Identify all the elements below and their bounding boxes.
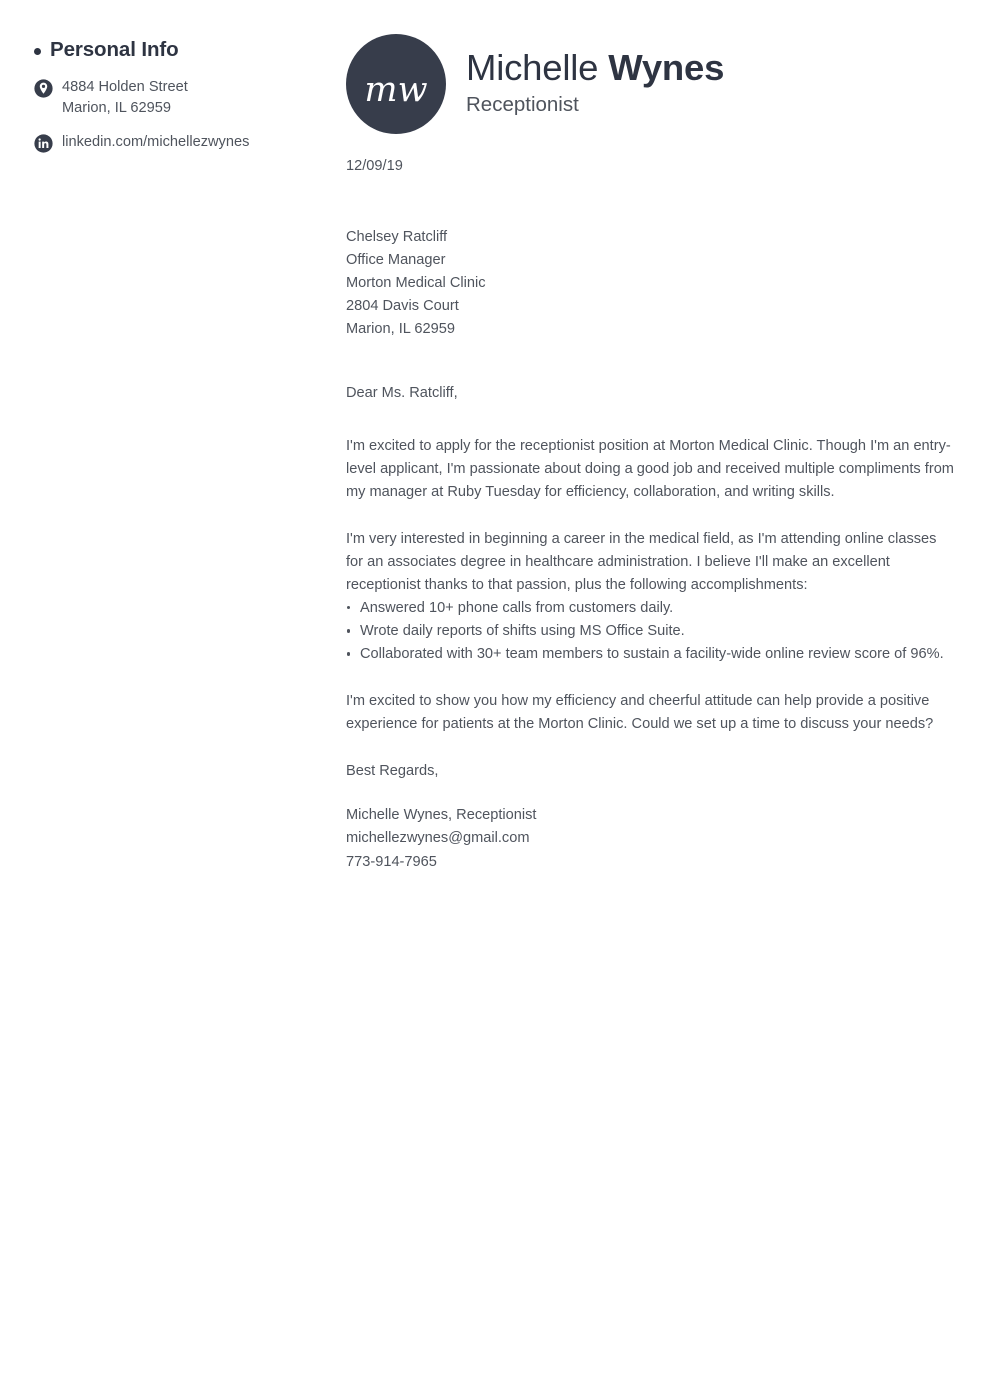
accomplishments-list <box>346 597 954 666</box>
body-paragraph-1: I'm excited to apply for the receptionist position at Morton Medical Clinic. Though I'm an entry-level applicant, I'm passionate about doing a good job and received multiple compliments from my manager at Ruby Tuesday for efficiency, collaboration, and writing skills. <box>346 438 954 501</box>
address-text <box>62 77 188 120</box>
recipient-name: Chelsey Ratcliff <box>346 228 448 245</box>
linkedin-text <box>62 132 249 154</box>
avatar <box>346 34 446 134</box>
location-pin-icon <box>34 79 53 98</box>
linkedin-url: linkedin.com/michellezwynes <box>62 133 250 150</box>
signature-email: michellezwynes@gmail.com <box>346 830 530 847</box>
linkedin-icon <box>34 134 53 153</box>
job-title: Receptionist <box>466 93 579 117</box>
page-title <box>466 48 724 89</box>
recipient-address <box>346 226 954 341</box>
signature-block <box>346 804 954 873</box>
address-line-2: Marion, IL 62959 <box>62 100 171 117</box>
sidebar-section-title: Personal Info <box>50 38 179 61</box>
recipient-street: 2804 Davis Court <box>346 298 459 315</box>
sidebar-section-heading <box>34 38 312 63</box>
recipient-company: Morton Medical Clinic <box>346 274 486 291</box>
first-name: Michelle <box>466 47 599 89</box>
bullet-icon <box>34 48 41 55</box>
avatar-monogram: mw <box>364 70 428 110</box>
sidebar <box>0 0 340 165</box>
last-name: Wynes <box>608 47 725 89</box>
salutation: Dear Ms. Ratcliff, <box>346 385 458 402</box>
list-item: Answered 10+ phone calls from customers daily. <box>346 597 954 620</box>
contact-item-linkedin[interactable] <box>34 132 312 154</box>
letter-date: 12/09/19 <box>346 158 403 174</box>
list-item: Collaborated with 30+ team members to sustain a facility-wide online review score of 96%. <box>346 643 954 666</box>
list-item: Wrote daily reports of shifts using MS Office Suite. <box>346 620 954 643</box>
letter-header <box>346 34 954 134</box>
body-paragraph-2: I'm very interested in beginning a career in the medical field, as I'm attending online classes for an associates degree in healthcare administration. I believe I'll make an excellent receptionist thanks to that passion, plus the following accomplishments: <box>346 531 937 594</box>
body-paragraph-3: I'm excited to show you how my efficiency and cheerful attitude can help provide a positive experience for patients at the Morton Clinic. Could we set up a time to discuss your needs? <box>346 693 934 733</box>
signature-phone: 773-914-7965 <box>346 853 437 870</box>
recipient-city: Marion, IL 62959 <box>346 321 455 338</box>
contact-item-address <box>34 77 312 120</box>
closing-salutation: Best Regards, <box>346 762 439 779</box>
recipient-title: Office Manager <box>346 251 446 268</box>
letter-body <box>346 0 954 874</box>
address-line-1: 4884 Holden Street <box>62 78 188 95</box>
signature-name: Michelle Wynes, Receptionist <box>346 807 537 824</box>
identity-block <box>466 48 724 119</box>
